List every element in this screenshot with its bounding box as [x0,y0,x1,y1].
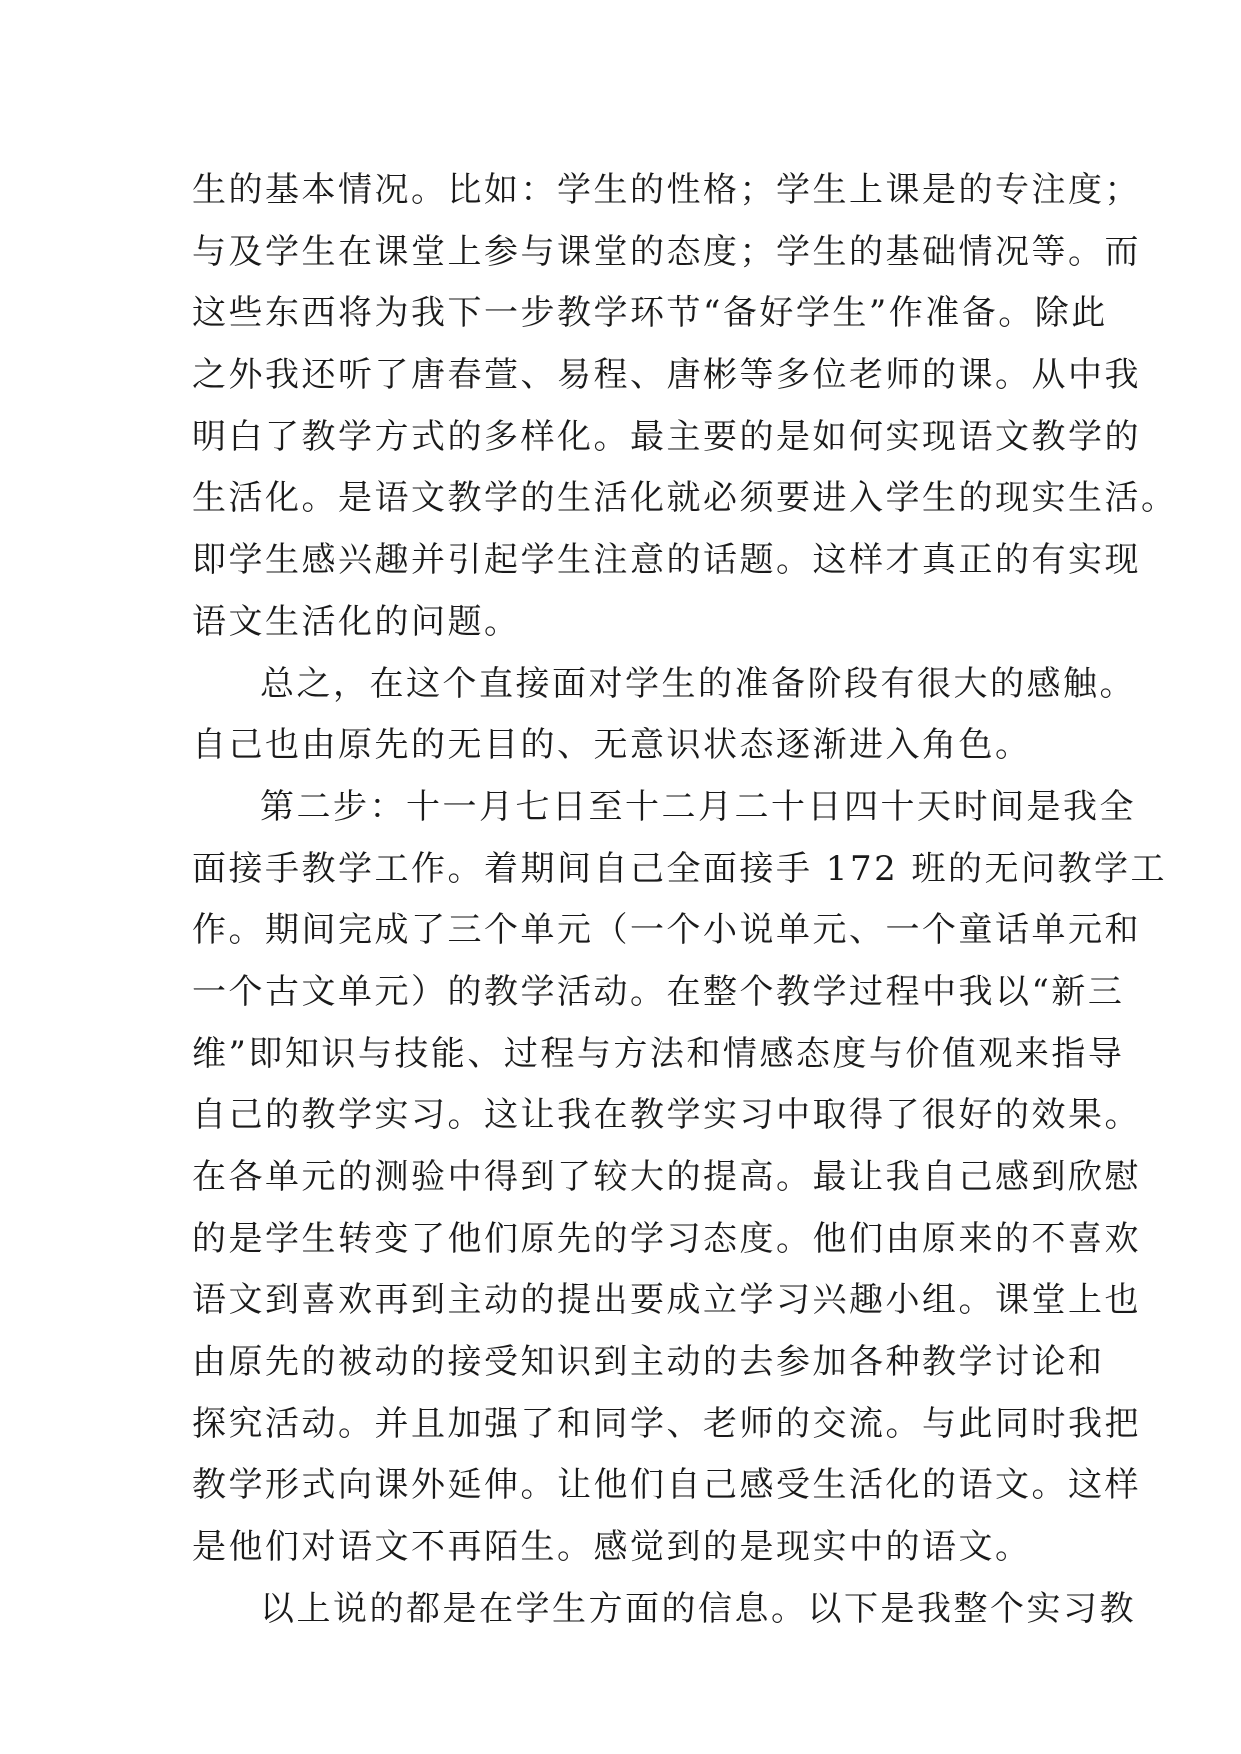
text-line: 自己也由原先的无目的、无意识状态逐渐进入角色。 [192,725,1032,766]
text-line: 的是学生转变了他们原先的学习态度。他们由原来的不喜欢 [192,1218,1141,1259]
text-line: 与及学生在课堂上参与课堂的态度；学生的基础情况等。而 [192,231,1141,272]
text-line: 一个古文单元）的教学活动。在整个教学过程中我以“新三 [192,971,1125,1012]
text-line: 生活化。是语文教学的生活化就必须要进入学生的现实生活。 [192,478,1178,519]
text-line: 教学形式向课外延伸。让他们自己感受生活化的语文。这样 [192,1465,1141,1506]
text-line: 作。期间完成了三个单元（一个小说单元、一个童话单元和 [192,910,1141,951]
text-line: 维”即知识与技能、过程与方法和情感态度与价值观来指导 [192,1033,1125,1074]
text-line: 这些东西将为我下一步教学环节“备好学生”作准备。除此 [192,293,1108,334]
paragraph-start-line: 第二步：十一月七日至十二月二十日四十天时间是我全 [260,786,1136,827]
text-line: 明白了教学方式的多样化。最主要的是如何实现语文教学的 [192,416,1141,457]
body-text [192,160,1178,1641]
text-line: 之外我还听了唐春萱、易程、唐彬等多位老师的课。从中我 [192,355,1141,396]
text-line: 由原先的被动的接受知识到主动的去参加各种教学讨论和 [192,1342,1105,1383]
paragraph-start-line: 总之，在这个直接面对学生的准备阶段有很大的感触。 [260,663,1136,704]
text-line: 语文到喜欢再到主动的提出要成立学习兴趣小组。课堂上也 [192,1280,1141,1321]
text-line: 在各单元的测验中得到了较大的提高。最让我自己感到欣慰 [192,1157,1141,1197]
text-line: 面接手教学工作。着期间自己全面接手 172 班的无问教学工 [192,848,1168,889]
text-line: 即学生感兴趣并引起学生注意的话题。这样才真正的有实现 [192,540,1141,581]
paragraph-start-line: 以上说的都是在学生方面的信息。以下是我整个实习教 [260,1588,1136,1629]
text-line: 语文生活化的问题。 [192,601,521,642]
text-line: 生的基本情况。比如：学生的性格；学生上课是的专注度； [192,170,1141,210]
text-line: 探究活动。并且加强了和同学、老师的交流。与此同时我把 [192,1403,1141,1444]
text-line: 自己的教学实习。这让我在教学实习中取得了很好的效果。 [192,1095,1141,1136]
text-line: 是他们对语文不再陌生。感觉到的是现实中的语文。 [192,1527,1032,1568]
